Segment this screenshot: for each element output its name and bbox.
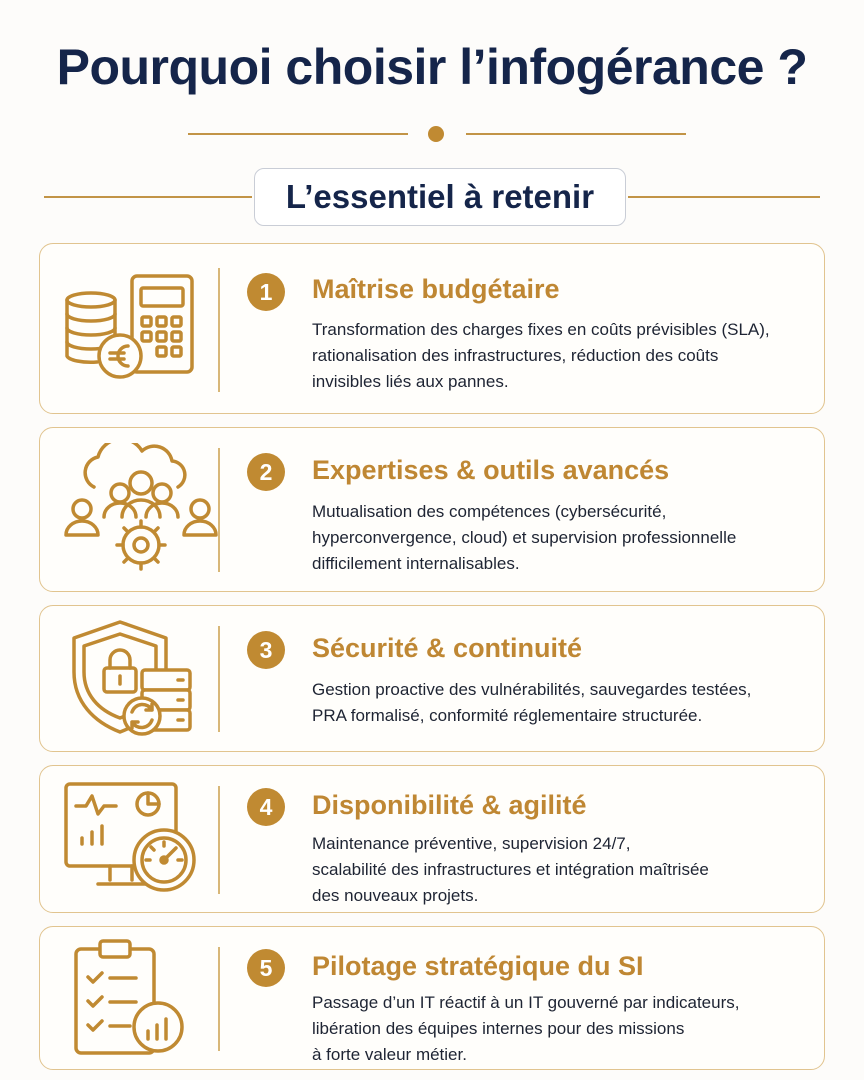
page-title: Pourquoi choisir l’infogérance ? [56,39,808,95]
divider-dot [428,126,444,142]
step-number-badge: 2 [247,453,285,491]
card-title: Sécurité & continuité [312,633,583,663]
step-number-badge: 5 [247,949,285,987]
subtitle-row [0,168,864,228]
card-budget [39,243,825,414]
card-description: Mutualisation des compétences (cybersécurité, hyperconvergence, cloud) et supervision professionnelle difficilement internalisables. [312,502,737,573]
cloud-team-gear-icon [58,443,222,573]
card-description: Passage d’un IT réactif à un IT gouverné par indicateurs, libération des équipes internes pour des missions à forte valeur métier. [312,993,740,1064]
subtitle-box: L’essentiel à retenir [254,168,626,226]
card-expertise [39,427,825,592]
card-title: Pilotage stratégique du SI [312,951,644,981]
card-description: Maintenance préventive, supervision 24/7, scalabilité des infrastructures et intégration maîtrisée des nouveaux projets. [312,834,709,905]
card-description: Transformation des charges fixes en coûts prévisibles (SLA), rationalisation des infrastructures, réduction des coûts invisibles liés aux pannes. [312,320,770,391]
step-number-badge: 4 [247,788,285,826]
step-number-badge: 1 [247,273,285,311]
card-governance [39,926,825,1070]
card-title: Expertises & outils avancés [312,455,670,485]
step-number-badge: 3 [247,631,285,669]
shield-lock-server-icon [58,618,222,742]
card-title: Maîtrise budgétaire [312,274,560,304]
clipboard-checklist-chart-icon [58,935,222,1061]
monitor-dashboard-gauge-icon [58,780,222,904]
title-divider [0,122,864,146]
card-description: Gestion proactive des vulnérabilités, sauvegardes testées, PRA formalisé, conformité réglementaire structurée. [312,680,752,725]
coins-calculator-euro-icon [58,268,222,388]
card-availability [39,765,825,913]
card-title: Disponibilité & agilité [312,790,587,820]
card-security [39,605,825,752]
